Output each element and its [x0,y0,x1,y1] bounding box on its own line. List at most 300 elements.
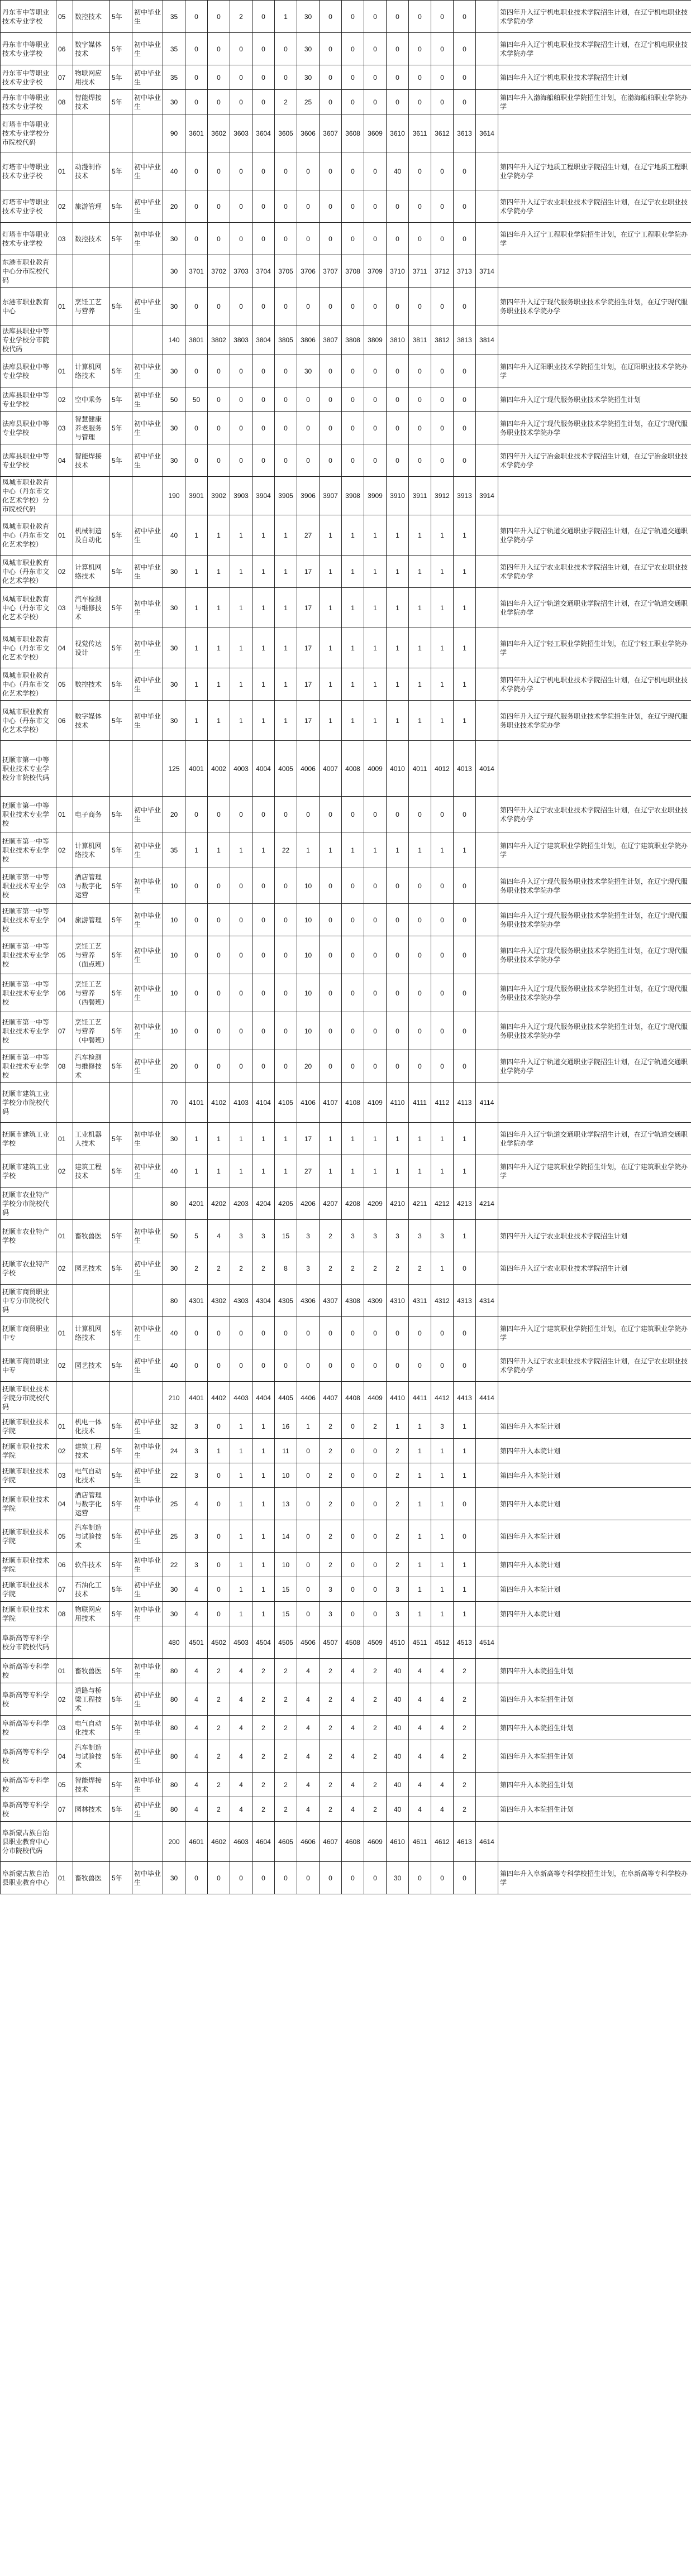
city-count-cell: 0 [431,974,454,1012]
table-row [1,1553,691,1577]
city-count-cell: 0 [431,797,454,832]
major-name-cell: 汽车检测与维修技术 [73,588,110,628]
duration-cell: 5年 [110,90,132,114]
major-name-cell: 汽车制造与试验技术 [73,1740,110,1773]
empty-cell [476,355,498,387]
city-count-cell: 4004 [252,741,275,797]
city-count-cell: 4 [185,1577,208,1602]
city-count-cell: 0 [275,223,297,255]
city-count-cell: 3 [387,1577,409,1602]
plan-total-cell: 50 [163,387,185,412]
city-count-cell: 1 [454,1463,476,1488]
city-count-cell: 2 [320,1520,342,1553]
empty-cell [476,288,498,325]
major-name-cell: 软件技术 [73,1553,110,1577]
city-count-cell: 2 [230,1252,252,1285]
city-count-cell: 0 [230,1317,252,1349]
major-name-cell: 酒店管理与数字化运营 [73,1488,110,1520]
city-count-cell: 0 [275,152,297,190]
city-count-cell: 4407 [320,1382,342,1414]
city-count-cell: 0 [431,355,454,387]
major-code-cell: 06 [56,974,73,1012]
city-count-cell: 2 [364,1659,387,1683]
city-count-cell: 0 [364,1488,387,1520]
remark-cell: 第四年升入辽宁现代服务职业技术学院招生计划，在辽宁现代服务职业技术学院办学 [498,868,691,904]
table-row [1,1740,691,1773]
city-count-cell: 0 [431,1862,454,1894]
major-code-cell [56,1382,73,1414]
city-count-cell: 2 [275,1683,297,1716]
major-name-cell: 智能焊接技术 [73,1773,110,1797]
city-count-cell: 3804 [252,325,275,355]
city-count-cell: 2 [387,1252,409,1285]
city-count-cell: 3905 [275,477,297,515]
plan-total-cell: 10 [163,868,185,904]
major-name-cell: 建筑工程技术 [73,1439,110,1463]
source-cell [132,1626,163,1659]
city-count-cell: 0 [230,223,252,255]
city-count-cell: 0 [431,1349,454,1382]
city-count-cell: 4507 [320,1626,342,1659]
city-count-cell: 0 [320,90,342,114]
city-count-cell: 0 [297,1520,320,1553]
major-name-cell [73,1188,110,1220]
city-count-cell: 3 [297,1252,320,1285]
table-row [1,936,691,974]
city-count-cell: 0 [431,904,454,936]
city-count-cell: 0 [252,1050,275,1083]
empty-cell [476,1,498,33]
city-count-cell: 0 [252,387,275,412]
city-count-cell: 0 [208,1520,230,1553]
duration-cell: 5年 [110,1050,132,1083]
table-row [1,412,691,444]
school-name-cell: 东港市职业教育中心分市院校代码 [1,255,56,288]
city-count-cell: 0 [409,190,431,223]
city-count-cell: 0 [252,1317,275,1349]
major-code-cell: 01 [56,1123,73,1155]
city-count-cell: 0 [454,65,476,90]
city-count-cell: 4112 [431,1083,454,1123]
city-count-cell: 4212 [431,1188,454,1220]
major-code-cell: 01 [56,152,73,190]
city-count-cell: 0 [454,444,476,477]
source-cell [132,1382,163,1414]
city-count-cell: 1 [454,701,476,741]
city-count-cell: 0 [364,223,387,255]
city-count-cell: 3609 [364,114,387,152]
city-count-cell: 0 [252,797,275,832]
city-count-cell: 4501 [185,1626,208,1659]
duration-cell [110,1626,132,1659]
city-count-cell: 0 [387,974,409,1012]
major-code-cell: 03 [56,868,73,904]
city-count-cell: 0 [297,190,320,223]
city-count-cell: 1 [252,1602,275,1626]
plan-total-cell: 30 [163,255,185,288]
city-count-cell: 1 [387,1155,409,1188]
major-name-cell: 畜牧兽医 [73,1862,110,1894]
city-count-cell: 15 [275,1602,297,1626]
city-count-cell: 0 [431,65,454,90]
city-count-cell: 0 [342,1439,364,1463]
city-count-cell: 0 [454,936,476,974]
city-count-cell: 1 [409,701,431,741]
duration-cell: 5年 [110,223,132,255]
city-count-cell: 4604 [252,1822,275,1862]
major-name-cell [73,1083,110,1123]
city-count-cell: 0 [409,387,431,412]
city-count-cell: 2 [320,1773,342,1797]
city-count-cell: 0 [297,288,320,325]
city-count-cell: 0 [364,1050,387,1083]
city-count-cell: 0 [387,797,409,832]
plan-total-cell: 30 [163,556,185,588]
source-cell: 初中毕业生 [132,515,163,556]
school-name-cell: 阜新蒙古族自治县职业教育中心分市院校代码 [1,1822,56,1862]
empty-cell [476,1797,498,1822]
empty-cell [476,1488,498,1520]
major-name-cell: 园林技术 [73,1797,110,1822]
duration-cell: 5年 [110,1012,132,1050]
city-count-cell: 1 [185,588,208,628]
city-count-cell: 1 [275,1,297,33]
duration-cell: 5年 [110,1414,132,1439]
city-count-cell: 1 [364,832,387,868]
city-count-cell: 10 [297,936,320,974]
duration-cell: 5年 [110,1716,132,1740]
city-count-cell: 0 [454,974,476,1012]
plan-total-cell: 25 [163,1488,185,1520]
remark-cell: 第四年升入本院计划 [498,1488,691,1520]
city-count-cell: 3704 [252,255,275,288]
city-count-cell: 1 [409,1414,431,1439]
city-count-cell: 3 [387,1220,409,1252]
city-count-cell: 4303 [230,1285,252,1317]
city-count-cell: 0 [185,90,208,114]
major-code-cell: 03 [56,412,73,444]
city-count-cell: 2 [387,1553,409,1577]
city-count-cell: 4602 [208,1822,230,1862]
major-name-cell: 园艺技术 [73,1252,110,1285]
city-count-cell: 0 [297,1439,320,1463]
school-name-cell: 丹东市中等职业技术专业学校 [1,90,56,114]
major-code-cell [56,1188,73,1220]
source-cell: 初中毕业生 [132,1602,163,1626]
city-count-cell: 2 [230,1,252,33]
city-count-cell: 4213 [454,1188,476,1220]
remark-cell [498,1083,691,1123]
school-code-row [1,114,691,152]
major-code-cell: 03 [56,588,73,628]
city-count-cell: 0 [297,1577,320,1602]
city-count-cell: 4609 [364,1822,387,1862]
city-count-cell: 17 [297,701,320,741]
city-count-cell: 0 [230,797,252,832]
source-cell: 初中毕业生 [132,1577,163,1602]
major-code-cell: 08 [56,90,73,114]
city-count-cell: 4211 [409,1188,431,1220]
city-count-cell: 40 [387,152,409,190]
city-count-cell: 4 [230,1659,252,1683]
city-count-cell: 1 [230,1488,252,1520]
city-count-cell: 1 [275,628,297,668]
duration-cell: 5年 [110,1553,132,1577]
city-count-cell: 2 [208,1740,230,1773]
city-count-cell: 3612 [431,114,454,152]
city-count-cell: 0 [252,868,275,904]
city-count-cell: 0 [342,412,364,444]
major-code-cell: 08 [56,1050,73,1083]
city-count-cell: 1 [409,668,431,701]
major-name-cell [73,1822,110,1862]
duration-cell [110,1083,132,1123]
city-count-cell: 0 [364,797,387,832]
empty-cell [476,668,498,701]
duration-cell: 5年 [110,1488,132,1520]
plan-total-cell: 32 [163,1414,185,1439]
city-count-cell: 1 [252,1577,275,1602]
city-count-cell: 3814 [476,325,498,355]
city-count-cell: 0 [454,797,476,832]
city-count-cell: 1 [454,588,476,628]
plan-total-cell: 30 [163,1123,185,1155]
city-count-cell: 2 [208,1773,230,1797]
duration-cell [110,1188,132,1220]
school-name-cell: 凤城市职业教育中心（丹东市文化艺术学校）分市院校代码 [1,477,56,515]
city-count-cell: 0 [387,223,409,255]
source-cell: 初中毕业生 [132,288,163,325]
city-count-cell: 4 [185,1683,208,1716]
city-count-cell: 1 [252,1553,275,1577]
city-count-cell: 2 [252,1252,275,1285]
remark-cell: 第四年升入辽宁农业职业技术学院招生计划，在辽宁农业职业技术学院办学 [498,1349,691,1382]
major-code-cell: 01 [56,1414,73,1439]
source-cell: 初中毕业生 [132,936,163,974]
city-count-cell: 2 [387,1488,409,1520]
city-count-cell: 3 [364,1220,387,1252]
major-name-cell: 烹饪工艺与营养（西餐班） [73,974,110,1012]
table-row [1,1414,691,1439]
city-count-cell: 4406 [297,1382,320,1414]
remark-cell: 第四年升入本院计划 [498,1439,691,1463]
city-count-cell: 1 [387,832,409,868]
school-name-cell: 法库县职业中等专业学校分市院校代码 [1,325,56,355]
table-row [1,974,691,1012]
remark-cell [498,255,691,288]
school-name-cell: 抚顺市建筑工业学校分市院校代码 [1,1083,56,1123]
city-count-cell: 1 [387,701,409,741]
remark-cell: 第四年升入辽宁轨道交通职业学院招生计划，在辽宁轨道交通职业学院办学 [498,1050,691,1083]
table-row [1,444,691,477]
city-count-cell: 0 [342,1577,364,1602]
city-count-cell: 4603 [230,1822,252,1862]
plan-total-cell: 20 [163,190,185,223]
city-count-cell: 2 [342,1252,364,1285]
city-count-cell: 0 [275,904,297,936]
table-row [1,355,691,387]
city-count-cell: 0 [342,1520,364,1553]
city-count-cell: 1 [387,628,409,668]
city-count-cell: 0 [230,65,252,90]
duration-cell [110,325,132,355]
city-count-cell: 0 [409,444,431,477]
city-count-cell: 0 [364,1862,387,1894]
city-count-cell: 1 [252,1520,275,1553]
plan-total-cell: 20 [163,1050,185,1083]
city-count-cell: 0 [387,868,409,904]
major-name-cell: 烹饪工艺与营养（中餐班） [73,1012,110,1050]
school-name-cell: 凤城市职业教育中心（丹东市文化艺术学校） [1,556,56,588]
table-row [1,515,691,556]
school-name-cell: 凤城市职业教育中心（丹东市文化艺术学校） [1,588,56,628]
remark-cell: 第四年升入辽宁农业职业技术学院招生计划，在辽宁农业职业技术学院办学 [498,190,691,223]
city-count-cell: 0 [431,33,454,65]
major-name-cell [73,325,110,355]
city-count-cell: 0 [208,288,230,325]
city-count-cell: 0 [230,387,252,412]
city-count-cell: 4003 [230,741,252,797]
remark-cell: 第四年升入辽宁现代服务职业技术学院招生计划，在辽宁现代服务职业技术学院办学 [498,412,691,444]
major-code-cell: 02 [56,387,73,412]
school-name-cell: 抚顺市农业特产学校 [1,1252,56,1285]
city-count-cell: 0 [297,152,320,190]
duration-cell: 5年 [110,1220,132,1252]
city-count-cell: 0 [431,223,454,255]
duration-cell: 5年 [110,1862,132,1894]
city-count-cell: 0 [297,1862,320,1894]
city-count-cell: 17 [297,588,320,628]
plan-total-cell: 25 [163,1520,185,1553]
city-count-cell: 27 [297,1155,320,1188]
city-count-cell: 0 [208,1317,230,1349]
remark-cell: 第四年升入辽宁农业职业技术学院招生计划 [498,1252,691,1285]
empty-cell [476,190,498,223]
city-count-cell: 0 [342,1349,364,1382]
city-count-cell: 1 [454,1602,476,1626]
city-count-cell: 0 [431,1012,454,1050]
city-count-cell: 1 [297,1414,320,1439]
city-count-cell: 2 [454,1683,476,1716]
city-count-cell: 1 [252,556,275,588]
city-count-cell: 4310 [387,1285,409,1317]
source-cell: 初中毕业生 [132,1862,163,1894]
empty-cell [476,1602,498,1626]
city-count-cell: 4013 [454,741,476,797]
city-count-cell: 1 [431,1553,454,1577]
duration-cell: 5年 [110,668,132,701]
remark-cell: 第四年升入本院计划 [498,1463,691,1488]
city-count-cell: 4205 [275,1188,297,1220]
city-count-cell: 4 [409,1797,431,1822]
city-count-cell: 2 [364,1740,387,1773]
major-code-cell: 05 [56,1,73,33]
city-count-cell: 1 [431,628,454,668]
city-count-cell: 0 [297,1349,320,1382]
city-count-cell: 1 [252,1414,275,1439]
school-code-row [1,325,691,355]
city-count-cell: 4 [409,1683,431,1716]
city-count-cell: 3908 [342,477,364,515]
school-name-cell: 法库县职业中等专业学校 [1,412,56,444]
city-count-cell: 4305 [275,1285,297,1317]
city-count-cell: 0 [208,1602,230,1626]
major-name-cell: 数字媒体技术 [73,701,110,741]
major-name-cell: 计算机网络技术 [73,1317,110,1349]
city-count-cell: 0 [364,444,387,477]
empty-cell [476,152,498,190]
city-count-cell: 0 [454,355,476,387]
city-count-cell: 0 [208,190,230,223]
city-count-cell: 0 [208,33,230,65]
city-count-cell: 4 [409,1716,431,1740]
city-count-cell: 3 [185,1553,208,1577]
city-count-cell: 1 [185,628,208,668]
city-count-cell: 4 [342,1659,364,1683]
city-count-cell: 0 [409,1317,431,1349]
source-cell: 初中毕业生 [132,1488,163,1520]
duration-cell: 5年 [110,1252,132,1285]
city-count-cell: 0 [454,1317,476,1349]
duration-cell: 5年 [110,444,132,477]
city-count-cell: 1 [409,1123,431,1155]
city-count-cell: 16 [275,1414,297,1439]
city-count-cell: 0 [208,1862,230,1894]
empty-cell [476,797,498,832]
city-count-cell: 4 [431,1773,454,1797]
city-count-cell: 4012 [431,741,454,797]
city-count-cell: 3 [409,1220,431,1252]
school-name-cell: 抚顺市建筑工业学校 [1,1155,56,1188]
city-count-cell: 1 [252,1488,275,1520]
city-count-cell: 3 [185,1520,208,1553]
city-count-cell: 4605 [275,1822,297,1862]
city-count-cell: 0 [252,1012,275,1050]
city-count-cell: 0 [387,1349,409,1382]
duration-cell: 5年 [110,868,132,904]
city-count-cell: 4607 [320,1822,342,1862]
city-count-cell: 2 [387,1439,409,1463]
city-count-cell: 0 [185,936,208,974]
city-count-cell: 20 [297,1050,320,1083]
city-count-cell: 1 [252,832,275,868]
empty-cell [476,832,498,868]
major-name-cell: 烹饪工艺与营养 [73,288,110,325]
city-count-cell: 0 [387,1,409,33]
duration-cell [110,114,132,152]
empty-cell [476,1220,498,1252]
city-count-cell: 1 [431,832,454,868]
city-count-cell: 0 [342,190,364,223]
city-count-cell: 0 [230,152,252,190]
city-count-cell: 1 [431,668,454,701]
city-count-cell: 0 [320,1,342,33]
plan-total-cell: 22 [163,1553,185,1577]
school-name-cell: 抚顺市第一中等职业技术专业学校 [1,1012,56,1050]
city-count-cell: 0 [208,1463,230,1488]
city-count-cell: 0 [454,412,476,444]
city-count-cell: 4114 [476,1083,498,1123]
city-count-cell: 0 [409,355,431,387]
city-count-cell: 0 [252,936,275,974]
city-count-cell: 3712 [431,255,454,288]
city-count-cell: 0 [185,444,208,477]
source-cell: 初中毕业生 [132,1716,163,1740]
city-count-cell: 4 [185,1659,208,1683]
duration-cell [110,1382,132,1414]
empty-cell [476,701,498,741]
city-count-cell: 1 [208,588,230,628]
